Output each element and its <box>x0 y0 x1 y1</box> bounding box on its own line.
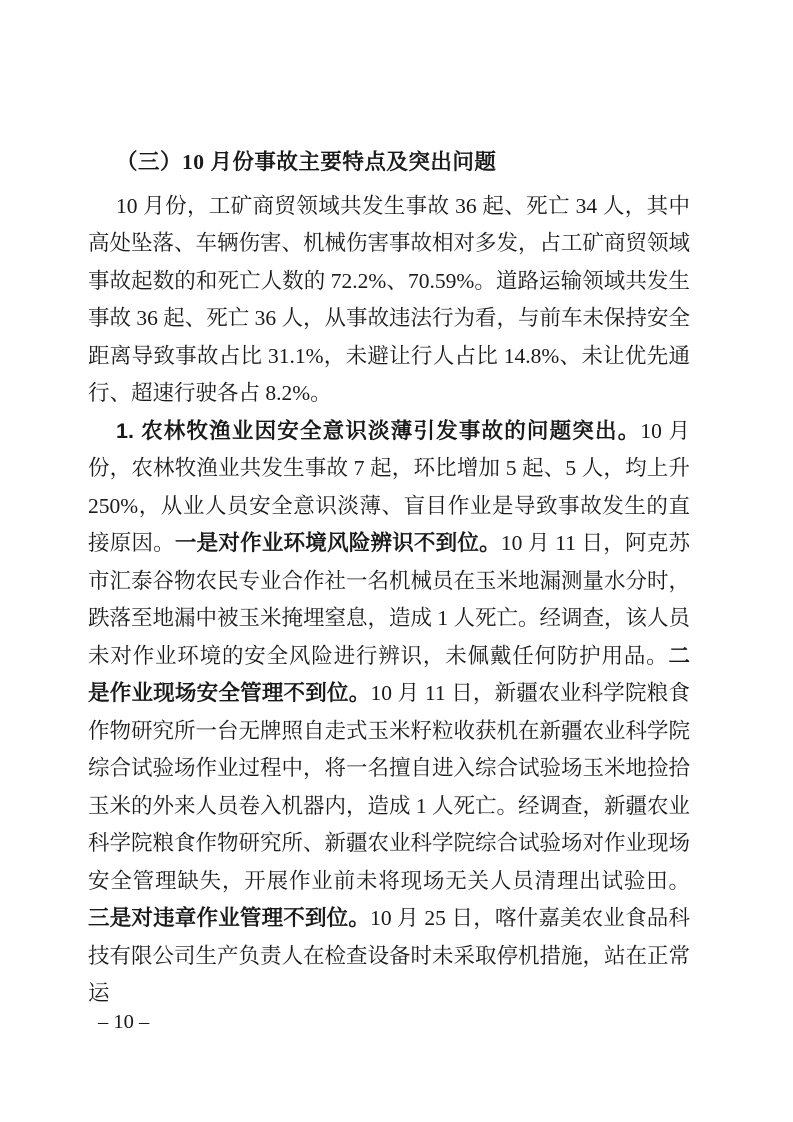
text-segment: 10 月份，农林牧渔业共发生事故 7 起，环比增加 5 起、5 人，均上升 250%，从业人员安全意识淡薄、盲目作业是导致事故发生的直接原因。 <box>88 418 690 555</box>
emphasis-segment: 1. 农林牧渔业因安全意识淡薄引发事故的问题突出。 <box>116 418 641 443</box>
section-heading: （三）10 月份事故主要特点及突出问题 <box>116 150 497 174</box>
emphasis-segment: 三是对违章作业管理不到位。 <box>88 906 371 930</box>
paragraph <box>88 413 690 1013</box>
text-segment: 10 月 25 日，喀什嘉美农业食品科技有限公司生产负责人在检查设备时未采取停机措施，站在正常运 <box>88 906 691 1005</box>
emphasis-segment: 一是对作业环境风险辨识不到位。 <box>174 531 501 555</box>
paragraphs <box>88 188 690 1013</box>
document-body <box>88 144 690 1013</box>
emphasis-segment: 二是作业现场安全管理不到位。 <box>88 643 690 705</box>
text-segment: 10 月 11 日，新疆农业科学院粮食作物研究所一台无牌照自走式玉米籽粒收获机在新疆农业科学院综合试验场作业过程中，将一名擅自进入综合试验场玉米地捡拾玉米的外来人员卷入机器内，造成 1 人死亡。经调查，新疆农业科学院粮食作物研究所、新疆农业科学院综合试验场对作业现场安全管理缺失，开展作业前未将现场无关人员清理出试验田。 <box>88 681 691 893</box>
paragraph <box>88 188 690 413</box>
text-segment: 10 月 11 日，阿克苏市汇泰谷物农民专业合作社一名机械员在玉米地漏测量水分时，跌落至地漏中被玉米掩埋窒息，造成 1 人死亡。经调查，该人员未对作业环境的安全风险进行辨识，未佩戴任何防护用品。 <box>88 531 691 668</box>
page-number: – 10 – <box>98 1011 150 1033</box>
text-segment: 10 月份，工矿商贸领域共发生事故 36 起、死亡 34 人，其中高处坠落、车辆伤害、机械伤害事故相对多发，占工矿商贸领域事故起数的和死亡人数的 72.2%、70.59%。道路运输领域共发生事故 36 起、死亡 36 人，从事故违法行为看，与前车未保持安全距离导致事故占比 31.1%，未避让行人占比 14.8%、未让优先通行、超速行驶各占 8.2%。 <box>88 193 691 405</box>
